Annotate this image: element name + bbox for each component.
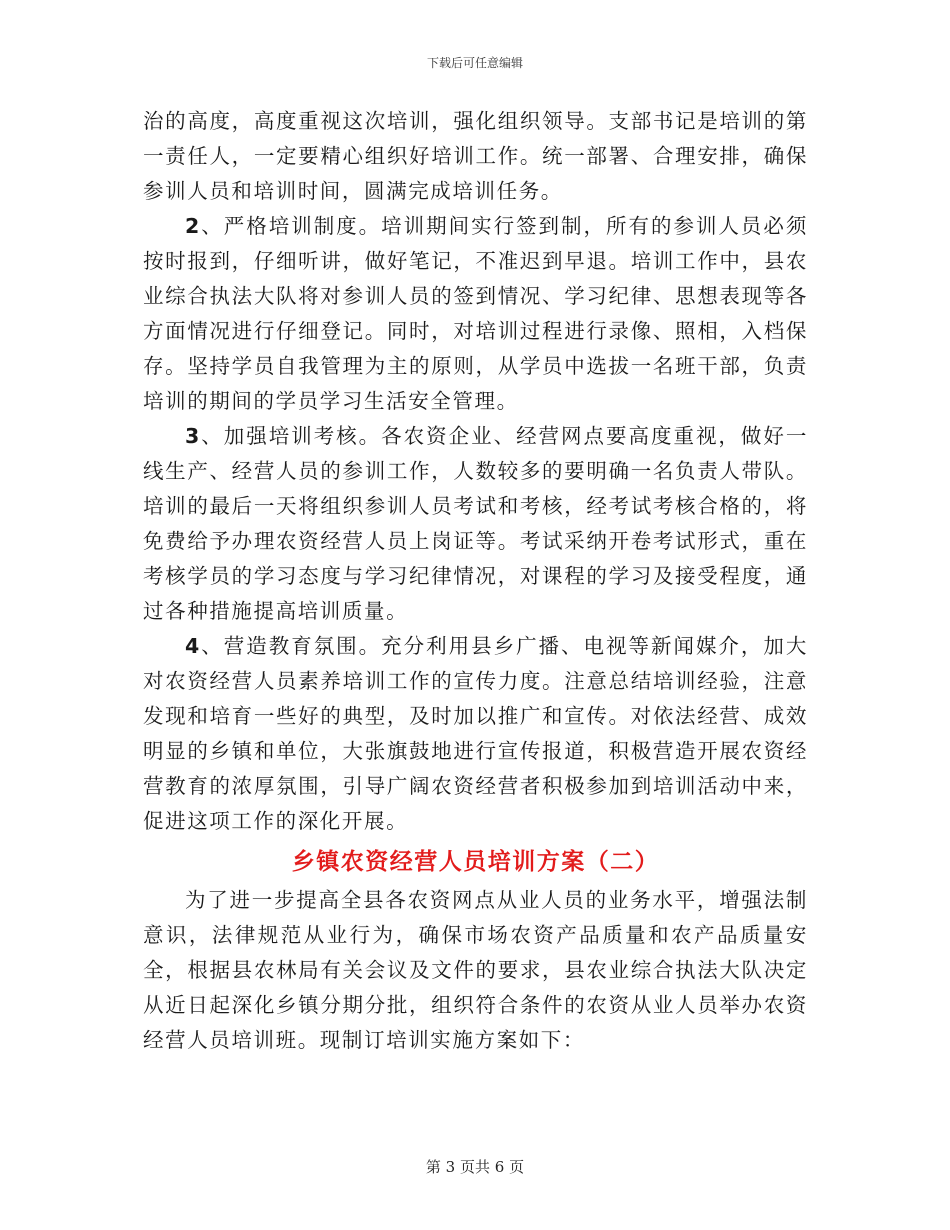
paragraph-item-4 <box>143 629 808 839</box>
paragraph-item-2 <box>143 209 808 419</box>
item-text: 、严格培训制度。培训期间实行签到制，所有的参训人员必须按时报到，仔细听讲，做好笔记，不准迟到早退。培训工作中，县农业综合执法大队将对参训人员的签到情况、学习纪律、思想表现等各方面情况进行仔细登记。同时，对培训过程进行录像、照相，入档保存。坚持学员自我管理为主的原则，从学员中选拔一名班干部，负责培训的期间的学员学习生活安全管理。 <box>143 214 808 413</box>
item-text: 、加强培训考核。各农资企业、经营网点要高度重视，做好一线生产、经营人员的参训工作，人数较多的要明确一名负责人带队。培训的最后一天将组织参训人员考试和考核，经考试考核合格的，将免费给予办理农资经营人员上岗证等。考试采纳开卷考试形式，重在考核学员的学习态度与学习纪律情况，对课程的学习及接受程度，通过各种措施提高培训质量。 <box>143 424 808 623</box>
section-title: 乡镇农资经营人员培训方案（二） <box>291 849 660 875</box>
item-number: 3 <box>185 424 201 448</box>
page-header-note: 下载后可任意编辑 <box>426 56 523 70</box>
item-number: 4 <box>185 634 201 658</box>
paragraph-intro: 为了进一步提高全县各农资网点从业人员的业务水平，增强法制意识，法律规范从业行为，确保市场农资产品质量和农产品质量安全，根据县农林局有关会议及文件的要求，县农业综合执法大队决定从近日起深化乡镇分期分批，组织符合条件的农资从业人员举办农资经营人员培训班。现制订培训实施方案如下： <box>143 888 808 1052</box>
paragraph-item-3 <box>143 419 808 629</box>
item-number: 2 <box>185 214 201 238</box>
paragraph-continued: 治的高度，高度重视这次培训，强化组织领导。支部书记是培训的第一责任人，一定要精心组织好培训工作。统一部署、合理安排，确保参训人员和培训时间，圆满完成培训任务。 <box>143 109 808 203</box>
item-text: 、营造教育氛围。充分利用县乡广播、电视等新闻媒介，加大对农资经营人员素养培训工作的宣传力度。注意总结培训经验，注意发现和培育一些好的典型，及时加以推广和宣传。对依法经营、成效明显的乡镇和单位，大张旗鼓地进行宣传报道，积极营造开展农资经营教育的浓厚氛围，引导广阔农资经营者积极参加到培训活动中来，促进这项工作的深化开展。 <box>143 634 808 833</box>
page-footer: 第 3 页共 6 页 <box>425 1158 525 1176</box>
document-body <box>143 104 808 1058</box>
